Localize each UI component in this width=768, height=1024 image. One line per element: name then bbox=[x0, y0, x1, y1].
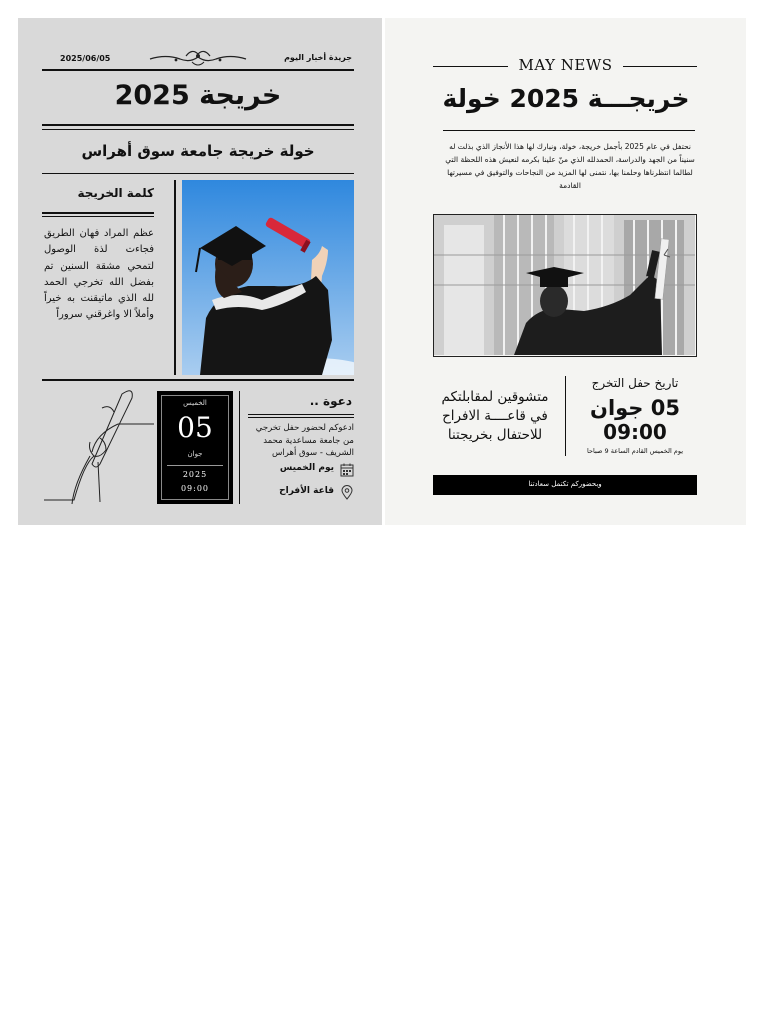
ceremony-time: 09:00 bbox=[603, 420, 667, 444]
calendar-icon bbox=[340, 463, 354, 477]
headline: خريجـــة 2025 خولة bbox=[442, 84, 690, 113]
waiting-line-2: في قاعــــة الافراح bbox=[442, 408, 548, 424]
masthead-rule-right bbox=[623, 66, 697, 67]
left-invitation-page bbox=[18, 18, 382, 525]
invite-text: ادعوكم لحضور حفل تخرجي من جامعة مساعدية محمد الشريف - سوق أهراس bbox=[255, 423, 354, 458]
diploma-hand-icon bbox=[44, 384, 154, 508]
title-rule-2 bbox=[42, 129, 354, 130]
date-month: جوان bbox=[187, 450, 203, 458]
ornament-divider-icon bbox=[146, 46, 250, 68]
word-heading: كلمة الخريجة bbox=[77, 186, 154, 200]
word-text: عظم المراد فهان الطريق فجاءت لذة الوصول لتمحي مشقة السنين تم بفضل الله تخرجي الحمد لله الذي ماتيقنت به خيراً وأملاً الا واغرقني سروراً bbox=[44, 228, 154, 321]
ceremony-note: يوم الخميس القادم الساعة 9 صباحا bbox=[586, 447, 684, 455]
intro-text: نحتفل في عام 2025 بأجمل خريجة، خولة، ونبارك لها هذا الأنجاز الذي بذلت له سنيناً من الجهد والدراسة، الحمدلله الذي منّ علينا بكرمه لنعيش هذه اللحظة التي لطالما انتظرناها وحلمنا بها، نتمنى لها المزيد من النجاحات والتوفيق في مسيرتها القادمة bbox=[445, 142, 695, 190]
word-rule-2 bbox=[42, 216, 154, 217]
right-newspaper-page bbox=[385, 18, 746, 525]
invite-rule-2 bbox=[248, 417, 354, 418]
invite-rule-1 bbox=[248, 414, 354, 415]
invite-heading: دعوة .. bbox=[309, 394, 352, 408]
ceremony-date-label: تاريخ حفل التخرج bbox=[591, 376, 679, 390]
footer-bar bbox=[433, 475, 697, 495]
date-box-rule bbox=[167, 465, 223, 466]
date-block-divider bbox=[565, 376, 566, 456]
date-day-name: الخميس bbox=[183, 399, 207, 407]
graduate-bw-photo bbox=[433, 214, 697, 357]
subtitle: خولة خريجة جامعة سوق أهراس bbox=[81, 142, 315, 160]
main-title: خريجة 2025 bbox=[114, 80, 282, 111]
location-pin-icon bbox=[341, 485, 353, 500]
subtitle-rule bbox=[42, 173, 354, 174]
graduate-photo bbox=[182, 180, 354, 375]
waiting-text bbox=[429, 388, 561, 445]
waiting-line-1: متشوقين لمقابلتكم bbox=[441, 389, 549, 405]
bottom-section-rule bbox=[42, 379, 354, 381]
masthead-paper-name: جريدة أخبار اليوم bbox=[284, 53, 352, 62]
invite-day-label: يوم الخميس bbox=[279, 463, 334, 473]
headline-rule bbox=[443, 130, 695, 131]
masthead-title: MAY NEWS bbox=[518, 56, 613, 74]
masthead-rule-left bbox=[433, 66, 508, 67]
invite-place-label: قاعة الأفراح bbox=[279, 486, 334, 496]
column-divider bbox=[174, 180, 176, 375]
invite-place-row bbox=[244, 485, 354, 501]
footer-text: وبحضوركم تكتمل سعادتنا bbox=[528, 480, 602, 488]
top-rule bbox=[42, 69, 354, 71]
date-year: 2025 bbox=[182, 470, 208, 479]
date-box bbox=[157, 391, 233, 504]
title-rule-1 bbox=[42, 124, 354, 126]
invite-divider bbox=[239, 391, 240, 504]
date-day-number: 05 bbox=[177, 411, 213, 444]
date-time: 09:00 bbox=[180, 484, 210, 493]
invite-day-row bbox=[244, 462, 354, 478]
waiting-line-3: للاحتفال بخريجتنا bbox=[447, 427, 543, 443]
masthead-date: 2025/06/05 bbox=[60, 54, 111, 63]
ceremony-date: 05 جوان bbox=[590, 396, 680, 420]
word-rule-1 bbox=[42, 212, 154, 214]
